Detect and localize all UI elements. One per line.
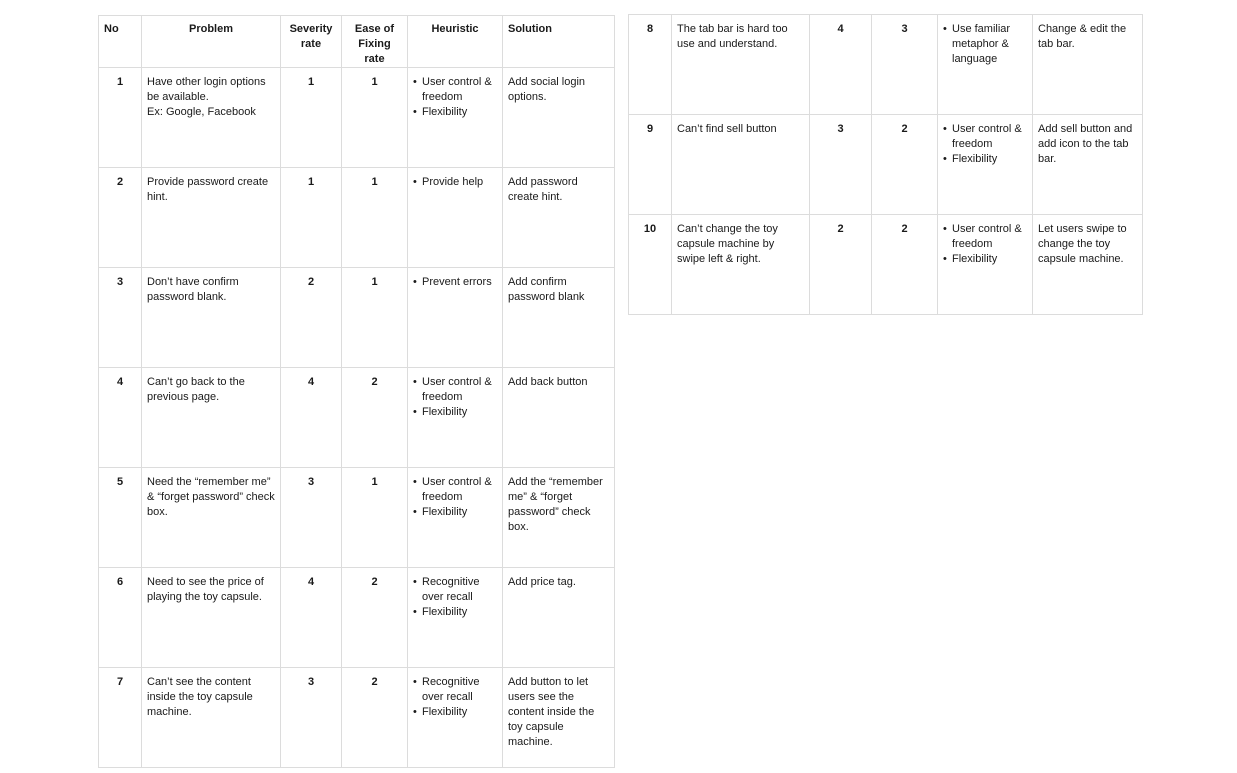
- heuristic-list: [413, 675, 497, 720]
- solution-cell: Add social login options.: [503, 68, 615, 168]
- table-row: [99, 668, 615, 768]
- heuristic-cell: [408, 168, 503, 268]
- heuristic-cell: [408, 568, 503, 668]
- ease-of-fixing-cell: 2: [342, 668, 408, 768]
- heuristic-list: [413, 475, 497, 520]
- heuristic-item: • Flexibility: [413, 505, 497, 520]
- heuristic-item: • Flexibility: [413, 405, 497, 420]
- heuristic-item: • Prevent errors: [413, 275, 497, 290]
- heuristic-item: • User control & freedom: [413, 75, 497, 105]
- row-number: 6: [99, 568, 142, 668]
- ease-of-fixing-cell: 1: [342, 268, 408, 368]
- heuristic-list: [413, 275, 497, 290]
- row-number: 9: [629, 115, 672, 215]
- table-row: [99, 468, 615, 568]
- heuristic-cell: [408, 668, 503, 768]
- heuristic-item: • Flexibility: [943, 152, 1027, 167]
- problem-cell: Can’t change the toy capsule machine by swipe left & right.: [672, 215, 810, 315]
- usability-issues-table-left: [98, 15, 615, 768]
- heuristic-list: [413, 575, 497, 620]
- table-row: [629, 115, 1143, 215]
- ease-of-fixing-cell: 2: [342, 568, 408, 668]
- solution-cell: Add sell button and add icon to the tab bar.: [1033, 115, 1143, 215]
- header-problem: Problem: [142, 16, 281, 68]
- header-severity: Severity rate: [281, 16, 342, 68]
- row-number: 1: [99, 68, 142, 168]
- heuristic-cell: [408, 468, 503, 568]
- problem-cell: Don’t have confirm password blank.: [142, 268, 281, 368]
- problem-cell: Have other login options be available. Ex: Google, Facebook: [142, 68, 281, 168]
- heuristic-item: • User control & freedom: [943, 122, 1027, 152]
- problem-cell: Can’t see the content inside the toy capsule machine.: [142, 668, 281, 768]
- severity-rate-cell: 3: [281, 668, 342, 768]
- heuristic-item: • User control & freedom: [413, 375, 497, 405]
- heuristic-list: [413, 175, 497, 190]
- heuristic-item: • User control & freedom: [413, 475, 497, 505]
- header-solution: Solution: [503, 16, 615, 68]
- table-header-row: [99, 16, 615, 68]
- problem-cell: The tab bar is hard too use and understand.: [672, 15, 810, 115]
- solution-cell: Change & edit the tab bar.: [1033, 15, 1143, 115]
- problem-cell: Need the “remember me” & “forget password” check box.: [142, 468, 281, 568]
- heuristic-list: [413, 375, 497, 420]
- solution-cell: Add price tag.: [503, 568, 615, 668]
- severity-rate-cell: 3: [281, 468, 342, 568]
- heuristic-cell: [408, 268, 503, 368]
- solution-cell: Add button to let users see the content inside the toy capsule machine.: [503, 668, 615, 768]
- heuristic-item: • User control & freedom: [943, 222, 1027, 252]
- severity-rate-cell: 4: [810, 15, 872, 115]
- heuristic-list: [413, 75, 497, 120]
- header-heuristic: Heuristic: [408, 16, 503, 68]
- row-number: 8: [629, 15, 672, 115]
- usability-issues-table-right: [628, 14, 1143, 315]
- ease-of-fixing-cell: 1: [342, 168, 408, 268]
- heuristic-item: • Flexibility: [943, 252, 1027, 267]
- table-row: [99, 68, 615, 168]
- heuristic-item: • Recognitive over recall: [413, 575, 497, 605]
- ease-of-fixing-cell: 2: [342, 368, 408, 468]
- solution-cell: Add back button: [503, 368, 615, 468]
- severity-rate-cell: 1: [281, 68, 342, 168]
- heuristic-cell: [408, 68, 503, 168]
- solution-cell: Add confirm password blank: [503, 268, 615, 368]
- severity-rate-cell: 1: [281, 168, 342, 268]
- heuristic-item: • Recognitive over recall: [413, 675, 497, 705]
- heuristic-item: • Flexibility: [413, 705, 497, 720]
- header-ease: Ease of Fixing rate: [342, 16, 408, 68]
- ease-of-fixing-cell: 2: [872, 215, 938, 315]
- row-number: 7: [99, 668, 142, 768]
- ease-of-fixing-cell: 1: [342, 68, 408, 168]
- solution-cell: Let users swipe to change the toy capsule machine.: [1033, 215, 1143, 315]
- heuristic-cell: [938, 215, 1033, 315]
- severity-rate-cell: 2: [281, 268, 342, 368]
- ease-of-fixing-cell: 2: [872, 115, 938, 215]
- severity-rate-cell: 4: [281, 568, 342, 668]
- table-row: [99, 568, 615, 668]
- row-number: 10: [629, 215, 672, 315]
- heuristic-item: • Provide help: [413, 175, 497, 190]
- problem-cell: Can’t find sell button: [672, 115, 810, 215]
- table-row: [629, 215, 1143, 315]
- heuristic-cell: [408, 368, 503, 468]
- row-number: 3: [99, 268, 142, 368]
- heuristic-list: [943, 22, 1027, 67]
- heuristic-list: [943, 122, 1027, 167]
- heuristic-cell: [938, 15, 1033, 115]
- solution-cell: Add password create hint.: [503, 168, 615, 268]
- heuristic-list: [943, 222, 1027, 267]
- table-row: [629, 15, 1143, 115]
- heuristic-item: • Use familiar metaphor & language: [943, 22, 1027, 67]
- ease-of-fixing-cell: 3: [872, 15, 938, 115]
- problem-cell: Can’t go back to the previous page.: [142, 368, 281, 468]
- table-row: [99, 168, 615, 268]
- row-number: 2: [99, 168, 142, 268]
- heuristic-cell: [938, 115, 1033, 215]
- heuristic-item: • Flexibility: [413, 105, 497, 120]
- solution-cell: Add the “remember me” & “forget password” check box.: [503, 468, 615, 568]
- severity-rate-cell: 4: [281, 368, 342, 468]
- header-no: No: [99, 16, 142, 68]
- row-number: 4: [99, 368, 142, 468]
- problem-cell: Provide password create hint.: [142, 168, 281, 268]
- table-row: [99, 268, 615, 368]
- table-row: [99, 368, 615, 468]
- ease-of-fixing-cell: 1: [342, 468, 408, 568]
- severity-rate-cell: 3: [810, 115, 872, 215]
- heuristic-item: • Flexibility: [413, 605, 497, 620]
- severity-rate-cell: 2: [810, 215, 872, 315]
- problem-cell: Need to see the price of playing the toy capsule.: [142, 568, 281, 668]
- row-number: 5: [99, 468, 142, 568]
